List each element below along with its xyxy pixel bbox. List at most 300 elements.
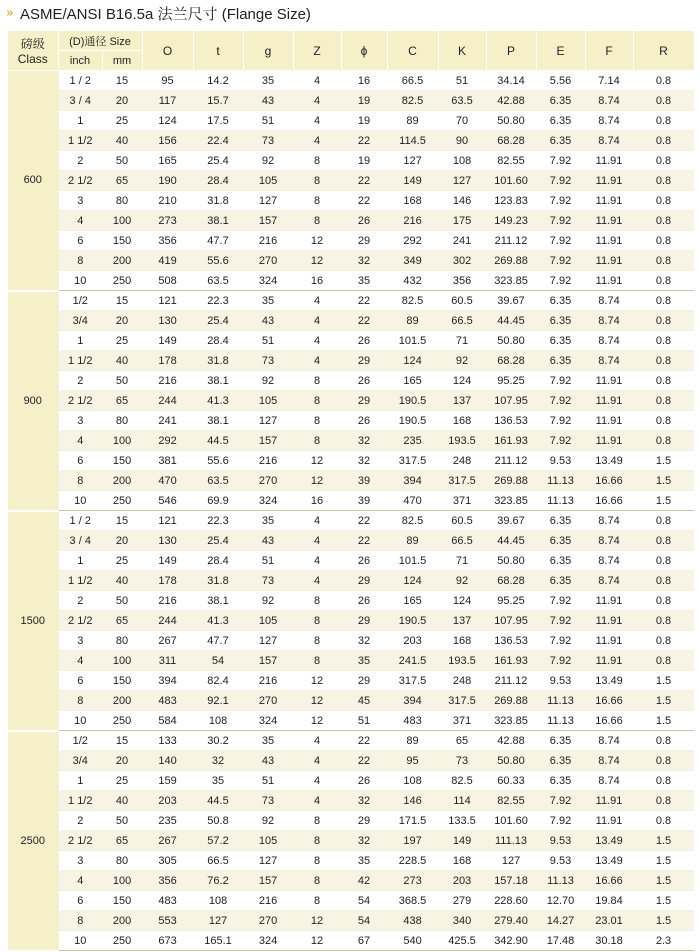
- table-cell: 124: [387, 571, 438, 591]
- table-cell: 200: [102, 691, 142, 711]
- table-cell: 11.13: [536, 871, 585, 891]
- table-cell: 114: [438, 791, 486, 811]
- table-cell: 16: [293, 491, 341, 511]
- table-cell: 80: [102, 411, 142, 431]
- table-cell: 267: [142, 631, 193, 651]
- table-row: [8, 871, 694, 891]
- table-cell: 71: [438, 331, 486, 351]
- table-cell: 4: [293, 91, 341, 111]
- table-cell: 8: [293, 391, 341, 411]
- table-cell: 149: [438, 831, 486, 851]
- table-cell: 6.35: [536, 111, 585, 131]
- table-cell: 1.5: [633, 911, 694, 931]
- table-cell: 4: [293, 731, 341, 751]
- table-cell: 279: [438, 891, 486, 911]
- table-row: [8, 791, 694, 811]
- table-cell: 92: [243, 151, 293, 171]
- table-cell: 107.95: [486, 611, 536, 631]
- table-cell: 190.5: [387, 391, 438, 411]
- table-cell: 1 1/2: [58, 131, 102, 151]
- table-cell: 16.66: [585, 691, 633, 711]
- table-cell: 17.5: [193, 111, 243, 131]
- table-cell: 136.53: [486, 631, 536, 651]
- table-cell: 20: [102, 91, 142, 111]
- table-cell: 136.53: [486, 411, 536, 431]
- table-cell: 57.2: [193, 831, 243, 851]
- class-header: [8, 31, 58, 71]
- table-cell: 22: [341, 311, 387, 331]
- table-cell: 92.1: [193, 691, 243, 711]
- table-cell: 8.74: [585, 731, 633, 751]
- table-cell: 66.5: [193, 851, 243, 871]
- table-cell: 368.5: [387, 891, 438, 911]
- table-row: [8, 151, 694, 171]
- table-cell: 4: [293, 291, 341, 311]
- table-cell: 70: [438, 111, 486, 131]
- table-cell: 150: [102, 671, 142, 691]
- table-cell: 302: [438, 251, 486, 271]
- table-cell: 63.5: [193, 471, 243, 491]
- inch-header: inch: [58, 51, 102, 71]
- table-cell: 50.80: [486, 751, 536, 771]
- table-cell: 211.12: [486, 671, 536, 691]
- table-cell: 35: [243, 731, 293, 751]
- table-cell: 0.8: [633, 811, 694, 831]
- table-cell: 0.8: [633, 151, 694, 171]
- table-cell: 54: [341, 891, 387, 911]
- table-cell: 95: [142, 71, 193, 91]
- table-cell: 1.5: [633, 711, 694, 731]
- table-cell: 150: [102, 231, 142, 251]
- table-cell: 483: [142, 691, 193, 711]
- table-cell: 11.91: [585, 431, 633, 451]
- table-cell: 15: [102, 511, 142, 531]
- table-cell: 0.8: [633, 591, 694, 611]
- table-cell: 12: [293, 671, 341, 691]
- table-cell: 11.91: [585, 191, 633, 211]
- table-cell: 12: [293, 931, 341, 951]
- table-row: [8, 331, 694, 351]
- table-cell: 11.91: [585, 371, 633, 391]
- table-cell: 11.91: [585, 251, 633, 271]
- table-cell: 41.3: [193, 611, 243, 631]
- table-cell: 32: [193, 751, 243, 771]
- table-cell: 11.91: [585, 391, 633, 411]
- table-row: [8, 311, 694, 331]
- table-cell: 40: [102, 131, 142, 151]
- table-cell: 92: [438, 351, 486, 371]
- table-cell: 44.45: [486, 311, 536, 331]
- table-row: [8, 71, 694, 91]
- table-cell: 0.8: [633, 191, 694, 211]
- table-cell: 270: [243, 691, 293, 711]
- table-cell: 168: [438, 851, 486, 871]
- table-cell: 29: [341, 231, 387, 251]
- table-cell: 45: [341, 691, 387, 711]
- table-cell: 108: [438, 151, 486, 171]
- table-cell: 100: [102, 871, 142, 891]
- table-cell: 425.5: [438, 931, 486, 951]
- table-cell: 483: [387, 711, 438, 731]
- table-cell: 12.70: [536, 891, 585, 911]
- class-cell: 2500: [8, 731, 58, 951]
- table-row: [8, 731, 694, 751]
- table-cell: 8.74: [585, 511, 633, 531]
- table-cell: 6.35: [536, 91, 585, 111]
- table-cell: 133: [142, 731, 193, 751]
- class-cell: 900: [8, 291, 58, 511]
- table-cell: 161.93: [486, 651, 536, 671]
- table-cell: 216: [142, 591, 193, 611]
- table-cell: 190.5: [387, 611, 438, 631]
- table-cell: 0.8: [633, 531, 694, 551]
- table-cell: 22: [341, 531, 387, 551]
- table-cell: 394: [387, 471, 438, 491]
- table-cell: 26: [341, 771, 387, 791]
- table-cell: 68.28: [486, 351, 536, 371]
- table-cell: 193.5: [438, 651, 486, 671]
- table-cell: 14.27: [536, 911, 585, 931]
- table-row: [8, 471, 694, 491]
- table-cell: 1.5: [633, 471, 694, 491]
- table-cell: 34.14: [486, 71, 536, 91]
- table-cell: 65: [102, 171, 142, 191]
- table-cell: 19: [341, 91, 387, 111]
- table-cell: 371: [438, 491, 486, 511]
- table-cell: 35: [243, 511, 293, 531]
- table-cell: 1: [58, 111, 102, 131]
- table-cell: 11.13: [536, 471, 585, 491]
- table-cell: 89: [387, 311, 438, 331]
- table-cell: 25.4: [193, 311, 243, 331]
- table-cell: 0.8: [633, 391, 694, 411]
- table-cell: 1: [58, 771, 102, 791]
- table-cell: 140: [142, 751, 193, 771]
- table-row: [8, 651, 694, 671]
- table-cell: 43: [243, 751, 293, 771]
- table-cell: 157: [243, 651, 293, 671]
- table-cell: 117: [142, 91, 193, 111]
- table-cell: 356: [142, 231, 193, 251]
- table-cell: 13.49: [585, 671, 633, 691]
- table-cell: 1/2: [58, 291, 102, 311]
- table-cell: 11.91: [585, 811, 633, 831]
- table-cell: 1 1/2: [58, 791, 102, 811]
- table-cell: 35: [341, 271, 387, 291]
- table-cell: 4: [293, 531, 341, 551]
- table-cell: 324: [243, 711, 293, 731]
- col-header-e: E: [536, 31, 585, 71]
- table-cell: 30.2: [193, 731, 243, 751]
- table-cell: 76.2: [193, 871, 243, 891]
- table-cell: 13.49: [585, 831, 633, 851]
- table-cell: 130: [142, 531, 193, 551]
- table-cell: 60.5: [438, 511, 486, 531]
- table-cell: 50.80: [486, 331, 536, 351]
- table-cell: 50.8: [193, 811, 243, 831]
- table-cell: 29: [341, 811, 387, 831]
- table-cell: 39.67: [486, 511, 536, 531]
- table-row: [8, 591, 694, 611]
- table-cell: 80: [102, 191, 142, 211]
- table-row: [8, 851, 694, 871]
- table-cell: 127: [387, 151, 438, 171]
- table-cell: 279.40: [486, 911, 536, 931]
- double-chevron-icon: »: [6, 6, 14, 21]
- table-cell: 40: [102, 351, 142, 371]
- table-cell: 92: [438, 571, 486, 591]
- table-cell: 165: [142, 151, 193, 171]
- table-cell: 124: [387, 351, 438, 371]
- table-cell: 210: [142, 191, 193, 211]
- table-cell: 146: [387, 791, 438, 811]
- table-row: [8, 231, 694, 251]
- table-cell: 0.8: [633, 411, 694, 431]
- table-cell: 157: [243, 431, 293, 451]
- table-cell: 269.88: [486, 251, 536, 271]
- table-cell: 6.35: [536, 511, 585, 531]
- table-cell: 124: [438, 591, 486, 611]
- flange-size-table: [8, 31, 695, 952]
- table-cell: 200: [102, 911, 142, 931]
- table-cell: 65: [102, 831, 142, 851]
- table-cell: 51: [341, 711, 387, 731]
- table-cell: 171.5: [387, 811, 438, 831]
- table-cell: 73: [243, 791, 293, 811]
- table-cell: 1 1/2: [58, 351, 102, 371]
- table-cell: 11.91: [585, 151, 633, 171]
- table-cell: 8: [293, 371, 341, 391]
- table-cell: 273: [142, 211, 193, 231]
- table-cell: 32: [341, 451, 387, 471]
- table-cell: 673: [142, 931, 193, 951]
- table-cell: 0.8: [633, 611, 694, 631]
- table-cell: 241: [438, 231, 486, 251]
- table-cell: 44.5: [193, 431, 243, 451]
- table-cell: 248: [438, 451, 486, 471]
- table-cell: 101.60: [486, 811, 536, 831]
- table-cell: 4: [58, 871, 102, 891]
- table-cell: 28.4: [193, 551, 243, 571]
- table-cell: 38.1: [193, 211, 243, 231]
- table-cell: 60.33: [486, 771, 536, 791]
- table-cell: 26: [341, 331, 387, 351]
- table-cell: 92: [243, 811, 293, 831]
- table-cell: 0.8: [633, 211, 694, 231]
- table-row: [8, 351, 694, 371]
- table-cell: 4: [293, 331, 341, 351]
- table-cell: 19: [341, 151, 387, 171]
- table-cell: 216: [243, 231, 293, 251]
- table-row: [8, 571, 694, 591]
- table-cell: 584: [142, 711, 193, 731]
- table-cell: 8.74: [585, 331, 633, 351]
- table-cell: 39.67: [486, 291, 536, 311]
- table-row: [8, 391, 694, 411]
- table-cell: 483: [142, 891, 193, 911]
- table-cell: 470: [387, 491, 438, 511]
- table-cell: 6.35: [536, 311, 585, 331]
- table-cell: 250: [102, 271, 142, 291]
- table-cell: 175: [438, 211, 486, 231]
- table-cell: 22.3: [193, 511, 243, 531]
- table-cell: 32: [341, 831, 387, 851]
- col-header-o: O: [142, 31, 193, 71]
- table-cell: 269.88: [486, 691, 536, 711]
- table-cell: 235: [142, 811, 193, 831]
- class-label-cn: 磅级: [20, 37, 45, 51]
- table-cell: 3 / 4: [58, 91, 102, 111]
- table-cell: 149: [142, 551, 193, 571]
- table-cell: 54: [341, 911, 387, 931]
- table-cell: 1.5: [633, 491, 694, 511]
- table-cell: 11.13: [536, 491, 585, 511]
- table-cell: 40: [102, 571, 142, 591]
- table-cell: 8: [293, 211, 341, 231]
- table-cell: 29: [341, 671, 387, 691]
- table-cell: 2 1/2: [58, 831, 102, 851]
- table-cell: 51: [243, 551, 293, 571]
- table-cell: 150: [102, 891, 142, 911]
- table-cell: 1 / 2: [58, 511, 102, 531]
- table-cell: 10: [58, 711, 102, 731]
- table-cell: 40: [102, 791, 142, 811]
- class-cell: 1500: [8, 511, 58, 731]
- table-cell: 22: [341, 751, 387, 771]
- table-cell: 1.5: [633, 871, 694, 891]
- table-cell: 371: [438, 711, 486, 731]
- table-cell: 16.66: [585, 711, 633, 731]
- col-header-c: C: [387, 31, 438, 71]
- table-cell: 22: [341, 171, 387, 191]
- table-cell: 11.91: [585, 211, 633, 231]
- table-cell: 8: [293, 631, 341, 651]
- table-cell: 100: [102, 211, 142, 231]
- table-cell: 3 / 4: [58, 531, 102, 551]
- table-cell: 9.53: [536, 451, 585, 471]
- table-row: [8, 711, 694, 731]
- table-cell: 324: [243, 271, 293, 291]
- table-cell: 0.8: [633, 751, 694, 771]
- table-cell: 7.92: [536, 211, 585, 231]
- table-cell: 157: [243, 871, 293, 891]
- table-cell: 121: [142, 511, 193, 531]
- table-cell: 8: [58, 911, 102, 931]
- table-cell: 216: [387, 211, 438, 231]
- table-cell: 292: [387, 231, 438, 251]
- table-cell: 11.91: [585, 611, 633, 631]
- table-cell: 20: [102, 531, 142, 551]
- table-cell: 95.25: [486, 591, 536, 611]
- table-row: [8, 811, 694, 831]
- table-row: [8, 191, 694, 211]
- table-cell: 43: [243, 91, 293, 111]
- table-cell: 51: [243, 111, 293, 131]
- table-cell: 8: [293, 591, 341, 611]
- table-cell: 8: [293, 411, 341, 431]
- table-cell: 8: [293, 611, 341, 631]
- table-cell: 1.5: [633, 891, 694, 911]
- table-cell: 235: [387, 431, 438, 451]
- table-cell: 540: [387, 931, 438, 951]
- table-cell: 26: [341, 211, 387, 231]
- table-cell: 137: [438, 611, 486, 631]
- table-cell: 7.92: [536, 631, 585, 651]
- table-cell: 25.4: [193, 151, 243, 171]
- table-cell: 273: [387, 871, 438, 891]
- table-cell: 12: [293, 231, 341, 251]
- table-row: [8, 491, 694, 511]
- table-cell: 38.1: [193, 591, 243, 611]
- table-cell: 32: [341, 631, 387, 651]
- table-cell: 190.5: [387, 411, 438, 431]
- table-cell: 203: [387, 631, 438, 651]
- table-cell: 16.66: [585, 871, 633, 891]
- table-cell: 6.35: [536, 331, 585, 351]
- table-cell: 68.28: [486, 571, 536, 591]
- table-cell: 4: [58, 431, 102, 451]
- table-cell: 82.5: [438, 771, 486, 791]
- table-cell: 6.35: [536, 531, 585, 551]
- table-cell: 14.2: [193, 71, 243, 91]
- table-cell: 127: [243, 191, 293, 211]
- table-cell: 149.23: [486, 211, 536, 231]
- table-cell: 8.74: [585, 531, 633, 551]
- title-bar: [0, 0, 700, 27]
- table-cell: 270: [243, 911, 293, 931]
- table-cell: 11.91: [585, 411, 633, 431]
- table-cell: 11.13: [536, 691, 585, 711]
- table-cell: 3: [58, 191, 102, 211]
- table-cell: 216: [142, 371, 193, 391]
- table-cell: 7.92: [536, 651, 585, 671]
- table-cell: 50: [102, 151, 142, 171]
- table-cell: 311: [142, 651, 193, 671]
- table-cell: 193.5: [438, 431, 486, 451]
- table-cell: 2: [58, 151, 102, 171]
- table-cell: 4: [58, 211, 102, 231]
- table-cell: 8: [293, 431, 341, 451]
- table-cell: 26: [341, 411, 387, 431]
- table-cell: 50: [102, 811, 142, 831]
- table-cell: 65: [438, 731, 486, 751]
- table-row: [8, 291, 694, 311]
- class-label-en: Class: [17, 52, 48, 66]
- table-cell: 0.8: [633, 351, 694, 371]
- table-cell: 54: [193, 651, 243, 671]
- table-cell: 0.8: [633, 791, 694, 811]
- table-cell: 2.3: [633, 931, 694, 951]
- table-cell: 55.6: [193, 251, 243, 271]
- table-cell: 100: [102, 651, 142, 671]
- table-row: [8, 131, 694, 151]
- nominal-size-header: (D)通径 Size: [58, 31, 142, 51]
- table-cell: 63.5: [438, 91, 486, 111]
- table-cell: 0.8: [633, 371, 694, 391]
- table-cell: 0.8: [633, 291, 694, 311]
- table-cell: 1: [58, 551, 102, 571]
- class-cell: 600: [8, 71, 58, 291]
- table-cell: 1 / 2: [58, 71, 102, 91]
- table-cell: 250: [102, 711, 142, 731]
- table-cell: 356: [438, 271, 486, 291]
- table-cell: 68.28: [486, 131, 536, 151]
- table-cell: 6.35: [536, 771, 585, 791]
- table-cell: 317.5: [438, 471, 486, 491]
- table-cell: 11.91: [585, 791, 633, 811]
- table-cell: 149: [142, 331, 193, 351]
- table-cell: 5.56: [536, 71, 585, 91]
